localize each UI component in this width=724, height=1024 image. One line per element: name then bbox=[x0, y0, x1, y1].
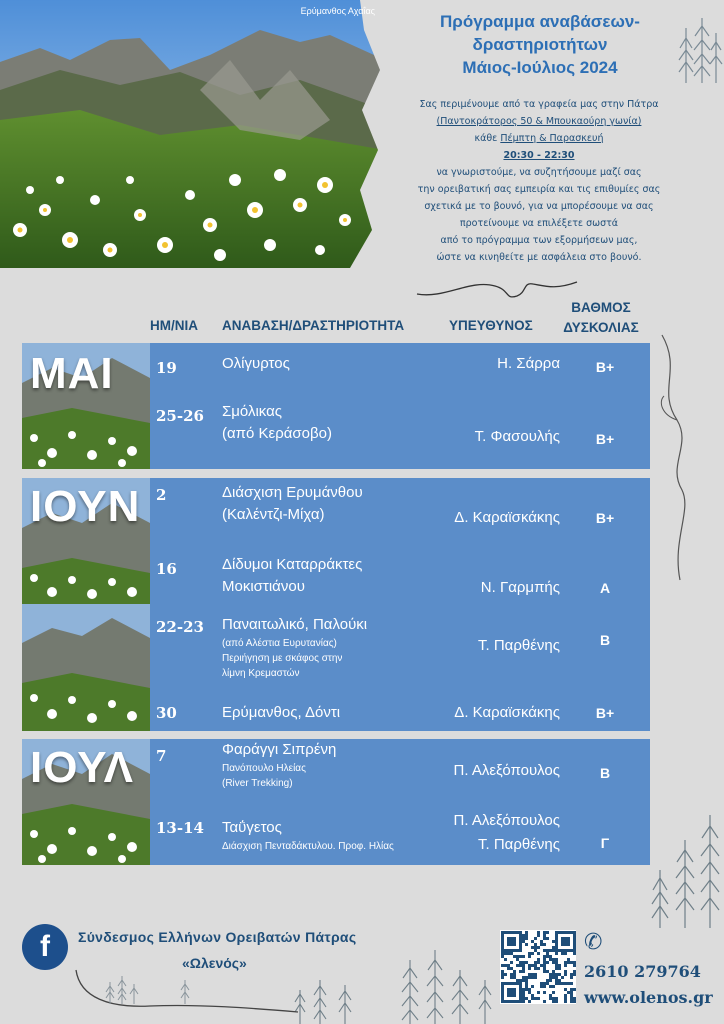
row-leader bbox=[453, 809, 560, 857]
row-grade: Β+ bbox=[595, 359, 615, 375]
title-line-3: Μάιος-Ιούλιος 2024 bbox=[462, 58, 618, 77]
row-leader: Τ. Φασουλής bbox=[474, 428, 560, 445]
header-grade-line-1: ΒΑΘΜΟΣ bbox=[571, 300, 631, 315]
club-name: Σύνδεσμος Ελλήνων Ορειβατών Πάτρας bbox=[78, 929, 357, 945]
row-activity-line-1: Διάσχιση Ερυμάνθου bbox=[222, 484, 363, 501]
row-note: Περιήγηση με σκάφος στην bbox=[222, 653, 343, 664]
table-row bbox=[22, 399, 650, 459]
row-date: 22-23 bbox=[156, 618, 204, 636]
intro-line: να γνωριστούμε, να συζητήσουμε μαζί σας bbox=[436, 167, 642, 178]
row-leader: Δ. Καραϊσκάκης bbox=[454, 704, 560, 721]
row-leader: Τ. Παρθένης bbox=[478, 637, 560, 654]
trees-icon bbox=[640, 810, 724, 930]
row-date: 19 bbox=[156, 359, 177, 377]
website-link[interactable]: www.olenos.gr bbox=[584, 988, 713, 1007]
vine-decoration bbox=[652, 330, 692, 590]
row-activity: Ολίγυρτος bbox=[222, 355, 290, 372]
row-note: λίμνη Κρεμαστών bbox=[222, 668, 300, 679]
office-days: Πέμπτη & Παρασκευή bbox=[500, 133, 604, 144]
intro-text bbox=[375, 96, 703, 266]
intro-line: ώστε να κινηθείτε με ασφάλεια στο βουνό. bbox=[436, 252, 642, 263]
facebook-icon[interactable] bbox=[22, 924, 68, 970]
row-activity bbox=[222, 482, 363, 526]
facebook-glyph: f bbox=[40, 930, 50, 963]
row-leader-line-2: Τ. Παρθένης bbox=[478, 836, 560, 853]
row-note: Πανόπουλο Ηλείας bbox=[222, 763, 306, 774]
row-date: 25-26 bbox=[156, 407, 204, 425]
month-block-june bbox=[22, 478, 650, 731]
row-date: 13-14 bbox=[156, 819, 204, 837]
intro-line: την ορειβατική σας εμπειρία και τις επιθυμίες σας bbox=[417, 184, 661, 195]
row-grade: Β bbox=[599, 765, 611, 781]
trail-decoration bbox=[70, 968, 300, 1024]
office-hours: 20:30 - 22:30 bbox=[503, 150, 575, 161]
hero-photo bbox=[0, 0, 385, 268]
row-activity bbox=[222, 554, 362, 598]
row-date: 7 bbox=[156, 747, 167, 765]
qr-code[interactable] bbox=[500, 930, 576, 1004]
month-label-june: ΙΟΥΝ bbox=[30, 482, 141, 531]
row-activity bbox=[222, 739, 336, 791]
phone-number[interactable]: 2610 279764 bbox=[584, 962, 701, 981]
row-activity-line-1: Φαράγγι Σιπρένη bbox=[222, 741, 337, 758]
row-note: (River Trekking) bbox=[222, 778, 293, 789]
intro-line: Σας περιμένουμε από τα γραφεία μας στην Πάτρα bbox=[419, 99, 659, 110]
header-grade bbox=[560, 298, 642, 338]
row-note: Διάσχιση Πενταδάκτυλου. Προφ. Ηλίας bbox=[222, 841, 394, 852]
title-line-2: δραστηριοτήτων bbox=[472, 35, 608, 54]
month-block-july bbox=[22, 739, 650, 865]
row-activity-line-1: Σμόλικας bbox=[222, 403, 283, 420]
row-date: 30 bbox=[156, 704, 177, 722]
row-grade: Β+ bbox=[595, 705, 615, 721]
header-grade-line-2: ΔΥΣΚΟΛΙΑΣ bbox=[563, 320, 639, 335]
table-row bbox=[22, 343, 650, 383]
row-grade: Β+ bbox=[595, 431, 615, 447]
row-activity bbox=[222, 401, 332, 445]
intro-line: προτείνουμε να επιλέξετε σωστά bbox=[459, 218, 619, 229]
title-line-1: Πρόγραμμα αναβάσεων- bbox=[440, 12, 640, 31]
row-activity-line-1: Παναιτωλικό, Παλούκι bbox=[222, 616, 368, 633]
intro-days-prefix: κάθε bbox=[474, 133, 501, 144]
row-leader: Ν. Γαρμπής bbox=[480, 579, 560, 596]
month-label-may: ΜΑΙ bbox=[30, 349, 114, 398]
row-activity-line-2: (από Κεράσοβο) bbox=[222, 425, 332, 442]
header-activity: ΑΝΑΒΑΣΗ/ΔΡΑΣΤΗΡΙΟΤΗΤΑ bbox=[222, 318, 405, 333]
qr-code-image bbox=[500, 930, 576, 1004]
row-activity-line-2: Μοκιστιάνου bbox=[222, 578, 305, 595]
month-photo-june bbox=[22, 478, 150, 731]
trees-icon bbox=[290, 940, 500, 1024]
header-leader: ΥΠΕΥΘΥΝΟΣ bbox=[449, 318, 533, 333]
row-activity bbox=[222, 614, 367, 681]
photo-caption: Ερύμανθος Αχαΐας bbox=[300, 6, 375, 16]
club-alias: «Ωλενός» bbox=[182, 955, 247, 971]
intro-line: από το πρόγραμμα των εξορμήσεων μας, bbox=[440, 235, 638, 246]
intro-days bbox=[375, 130, 703, 147]
row-grade: Β bbox=[599, 632, 611, 648]
phone-icon: ✆ bbox=[584, 930, 603, 955]
row-activity-line-1: Ταΰγετος bbox=[222, 819, 282, 836]
swirl-decoration bbox=[415, 274, 580, 304]
row-leader: Π. Αλεξόπουλος bbox=[453, 762, 560, 779]
row-leader-line-1: Π. Αλεξόπουλος bbox=[453, 812, 560, 829]
row-activity-line-2: (Καλέντζι-Μίχα) bbox=[222, 506, 325, 523]
row-date: 16 bbox=[156, 560, 177, 578]
header-date: ΗΜ/ΝΙΑ bbox=[150, 318, 198, 333]
row-activity: Ερύμανθος, Δόντι bbox=[222, 704, 341, 721]
row-grade: Γ bbox=[600, 835, 610, 851]
row-activity-line-1: Δίδυμοι Καταρράκτες bbox=[222, 556, 363, 573]
row-note: (από Αλέστια Ευρυτανίας) bbox=[222, 638, 337, 649]
intro-line: σχετικά με το βουνό, για να μπορέσουμε να σας bbox=[424, 201, 654, 212]
row-leader: Δ. Καραϊσκάκης bbox=[454, 509, 560, 526]
row-activity bbox=[222, 817, 394, 854]
page-title bbox=[395, 10, 685, 79]
month-block-may bbox=[22, 343, 650, 469]
office-address: (Παντοκράτορος 50 & Μπουκαούρη γωνία) bbox=[436, 116, 642, 127]
row-grade: Β+ bbox=[595, 510, 615, 526]
month-photo-july bbox=[22, 739, 150, 865]
row-grade: Α bbox=[599, 580, 611, 596]
month-label-july: ΙΟΥΛ bbox=[30, 743, 134, 792]
row-leader: Η. Σάρρα bbox=[497, 355, 560, 372]
row-date: 2 bbox=[156, 486, 167, 504]
